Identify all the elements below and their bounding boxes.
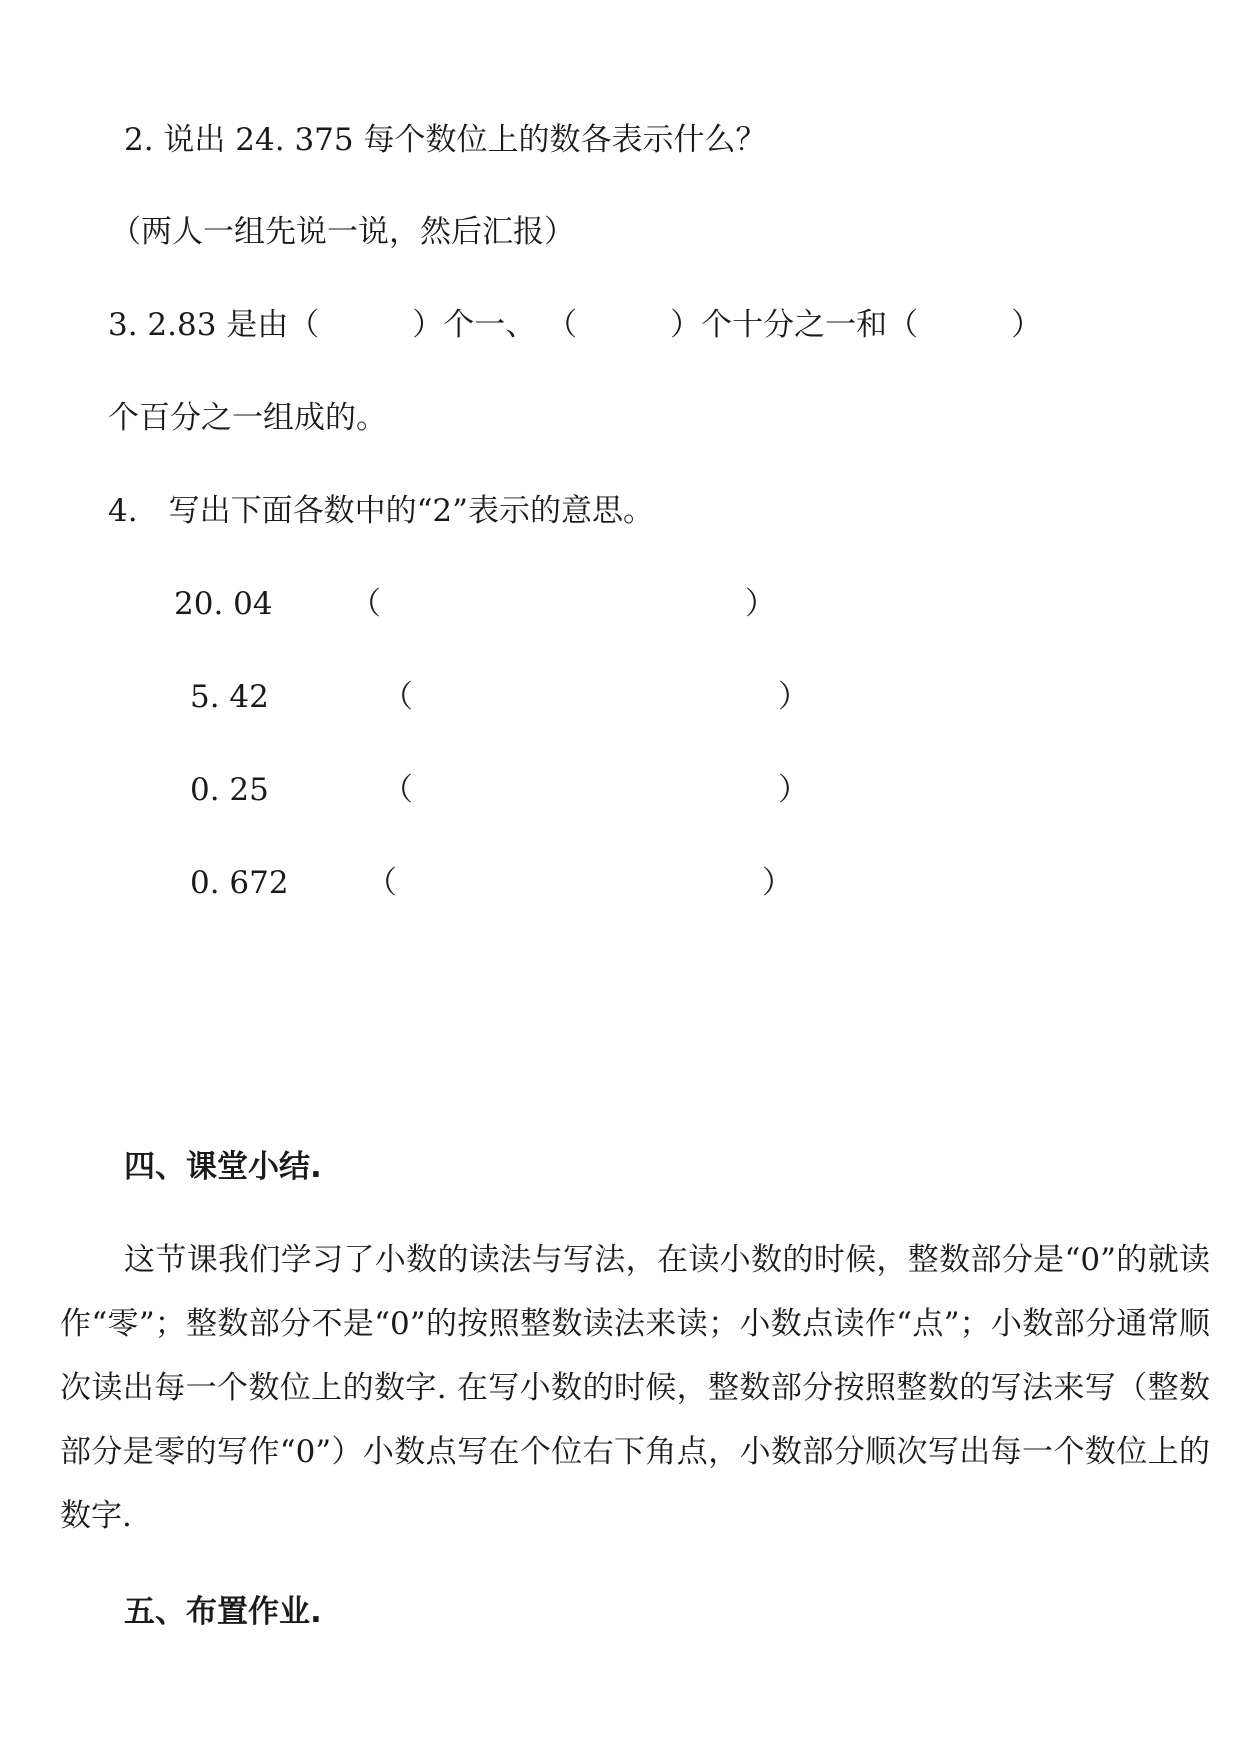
decimal-number: 5. 42	[190, 679, 269, 715]
question-2: 2. 说出 24. 375 每个数位上的数各表示什么？	[124, 122, 767, 158]
answer-blank-close: ）	[778, 679, 809, 715]
question-3-line-2: 个百分之一组成的。	[108, 400, 387, 436]
answer-blank-close: ）	[778, 772, 809, 808]
answer-blank-open: （	[366, 865, 397, 901]
question-4: 4. 写出下面各数中的“2”表示的意思。	[108, 493, 654, 529]
section-5-heading: 五、布置作业.	[124, 1594, 322, 1630]
summary-paragraph: 这节课我们学习了小数的读法与写法，在读小数的时候，整数部分是“0”的就读作“零”；整数部分不是“0”的按照整数读法来读；小数点读作“点”；小数部分通常顺次读出每一个数位上的数字. 在写小数的时候，整数部分按照整数的写法来写（整数部分是零的写作“0”）小数点写在个位右下角点，小数部分顺次写出每一个数位上的数字.	[60, 1242, 1210, 1534]
decimal-number: 20. 04	[174, 586, 273, 622]
answer-blank-close: ）	[745, 586, 776, 622]
answer-blank-open: （	[350, 586, 381, 622]
section-4-heading: 四、课堂小结.	[124, 1149, 322, 1185]
answer-blank-open: （	[382, 772, 413, 808]
question-3-line-1: 3. 2.83 是由（ ）个一、 （ ）个十分之一和（ ）	[108, 307, 1043, 343]
question-2-note: （两人一组先说一说，然后汇报）	[110, 214, 575, 250]
answer-blank-open: （	[382, 679, 413, 715]
answer-blank-close: ）	[762, 865, 793, 901]
decimal-number: 0. 25	[190, 772, 269, 808]
decimal-number: 0. 672	[190, 865, 289, 901]
